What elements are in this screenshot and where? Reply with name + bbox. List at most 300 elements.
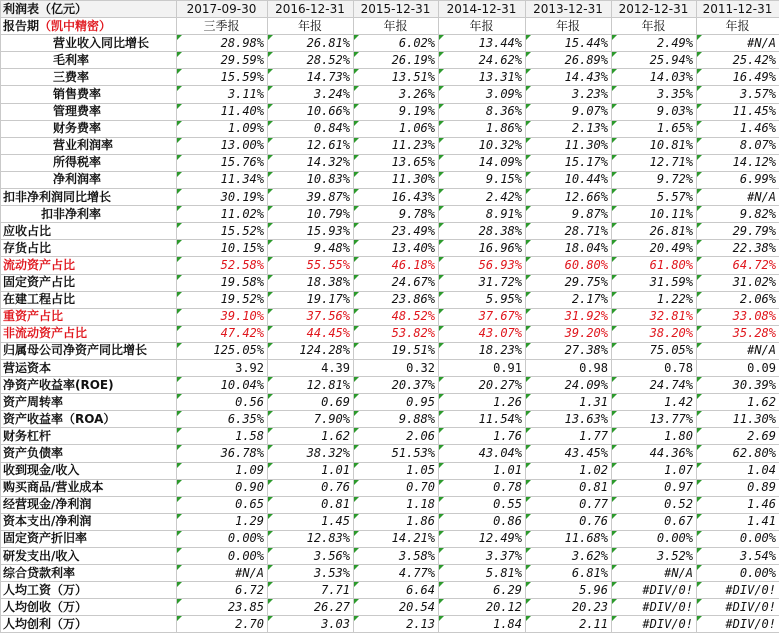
value-cell[interactable]: 1.26	[439, 394, 526, 411]
value-cell[interactable]: 30.19%	[177, 189, 268, 206]
value-cell[interactable]: 0.90	[177, 479, 268, 496]
value-cell[interactable]: 0.77	[526, 496, 612, 513]
value-cell[interactable]: 56.93%	[439, 257, 526, 274]
value-cell[interactable]: 39.20%	[526, 325, 612, 342]
date-header-cell[interactable]: 2012-12-31	[612, 1, 697, 18]
value-cell[interactable]: 15.17%	[526, 154, 612, 171]
value-cell[interactable]: 2.42%	[439, 189, 526, 206]
value-cell[interactable]: 13.31%	[439, 69, 526, 86]
row-label-cell[interactable]: 非流动资产占比	[1, 325, 177, 342]
value-cell[interactable]: 43.07%	[439, 325, 526, 342]
row-label-cell[interactable]: 存货占比	[1, 240, 177, 257]
value-cell[interactable]: 9.48%	[268, 240, 354, 257]
value-cell[interactable]: 0.00%	[697, 565, 779, 582]
value-cell[interactable]: 18.38%	[268, 274, 354, 291]
value-cell[interactable]: 24.09%	[526, 377, 612, 394]
value-cell[interactable]: 14.09%	[439, 154, 526, 171]
value-cell[interactable]: 0.67	[612, 513, 697, 530]
value-cell[interactable]: 9.07%	[526, 103, 612, 120]
value-cell[interactable]: 23.49%	[354, 223, 439, 240]
value-cell[interactable]: 51.53%	[354, 445, 439, 462]
value-cell[interactable]: 3.26%	[354, 86, 439, 103]
row-label-cell[interactable]: 净利润率	[1, 171, 177, 188]
value-cell[interactable]: 28.71%	[526, 223, 612, 240]
value-cell[interactable]: 1.18	[354, 496, 439, 513]
value-cell[interactable]: 6.29	[439, 582, 526, 599]
value-cell[interactable]: 3.09%	[439, 86, 526, 103]
value-cell[interactable]: 38.20%	[612, 325, 697, 342]
report-type-cell[interactable]: 年报	[354, 18, 439, 35]
value-cell[interactable]: 10.32%	[439, 137, 526, 154]
value-cell[interactable]: 13.00%	[177, 137, 268, 154]
value-cell[interactable]: 0.95	[354, 394, 439, 411]
value-cell[interactable]: 6.99%	[697, 171, 779, 188]
value-cell[interactable]: 1.46	[697, 496, 779, 513]
value-cell[interactable]: 24.74%	[612, 377, 697, 394]
value-cell[interactable]: 2.69	[697, 428, 779, 445]
value-cell[interactable]: 26.81%	[612, 223, 697, 240]
value-cell[interactable]: 1.86	[354, 513, 439, 530]
value-cell[interactable]: 1.07	[612, 462, 697, 479]
value-cell[interactable]: 19.51%	[354, 342, 439, 359]
value-cell[interactable]: 1.22%	[612, 291, 697, 308]
value-cell[interactable]: 75.05%	[612, 342, 697, 359]
value-cell[interactable]: 11.23%	[354, 137, 439, 154]
value-cell[interactable]: 1.01	[439, 462, 526, 479]
value-cell[interactable]: 2.13	[354, 616, 439, 633]
table-row	[1, 69, 779, 86]
value-cell[interactable]: 0.84%	[268, 120, 354, 137]
value-cell[interactable]: 12.83%	[268, 530, 354, 547]
value-cell[interactable]: 10.15%	[177, 240, 268, 257]
date-header-cell[interactable]: 2017-09-30	[177, 1, 268, 18]
value-cell[interactable]: #DIV/0!	[612, 582, 697, 599]
table-row	[1, 548, 779, 565]
value-cell[interactable]: 10.04%	[177, 377, 268, 394]
row-label-cell[interactable]: 研发支出/收入	[1, 548, 177, 565]
value-cell[interactable]: 9.78%	[354, 206, 439, 223]
value-cell[interactable]: 55.55%	[268, 257, 354, 274]
value-cell[interactable]: 2.13%	[526, 120, 612, 137]
value-cell[interactable]: 20.27%	[439, 377, 526, 394]
value-cell[interactable]: 9.19%	[354, 103, 439, 120]
value-cell[interactable]: 10.79%	[268, 206, 354, 223]
value-cell[interactable]: 9.15%	[439, 171, 526, 188]
value-cell[interactable]: 9.82%	[697, 206, 779, 223]
value-cell[interactable]: 14.43%	[526, 69, 612, 86]
value-cell[interactable]: 18.04%	[526, 240, 612, 257]
value-cell[interactable]: 33.08%	[697, 308, 779, 325]
value-cell[interactable]: 47.42%	[177, 325, 268, 342]
value-cell[interactable]: 23.85	[177, 599, 268, 616]
row-label-cell[interactable]: 经营现金/净利润	[1, 496, 177, 513]
value-cell[interactable]: 44.45%	[268, 325, 354, 342]
row-label-cell[interactable]: 资产周转率	[1, 394, 177, 411]
value-cell[interactable]: 1.62	[697, 394, 779, 411]
value-cell[interactable]: 20.54	[354, 599, 439, 616]
value-cell[interactable]: 37.67%	[439, 308, 526, 325]
value-cell[interactable]: 0.00%	[697, 530, 779, 547]
value-cell[interactable]: 0.97	[612, 479, 697, 496]
report-type-cell[interactable]: 年报	[526, 18, 612, 35]
row-label-cell[interactable]: 归属母公司净资产同比增长	[1, 342, 177, 359]
value-cell[interactable]: 3.62%	[526, 548, 612, 565]
row-label-cell[interactable]: 资产收益率（ROA）	[1, 411, 177, 428]
value-cell[interactable]: 26.27	[268, 599, 354, 616]
value-cell[interactable]: 16.43%	[354, 189, 439, 206]
row-label-cell[interactable]: 管理费率	[1, 103, 177, 120]
report-period-cell[interactable]	[1, 18, 177, 35]
value-cell[interactable]: 31.72%	[439, 274, 526, 291]
value-cell[interactable]: 26.19%	[354, 52, 439, 69]
value-cell[interactable]: 0.78	[612, 359, 697, 376]
value-cell[interactable]: 0.00%	[177, 548, 268, 565]
row-label-cell[interactable]: 购买商品/营业成本	[1, 479, 177, 496]
value-cell[interactable]: #N/A	[697, 342, 779, 359]
row-label-cell[interactable]: 在建工程占比	[1, 291, 177, 308]
value-cell[interactable]: 1.31	[526, 394, 612, 411]
value-cell[interactable]: 28.52%	[268, 52, 354, 69]
value-cell[interactable]: 46.18%	[354, 257, 439, 274]
value-cell[interactable]: 19.58%	[177, 274, 268, 291]
row-label-cell[interactable]: 应收占比	[1, 223, 177, 240]
value-cell[interactable]: 0.52	[612, 496, 697, 513]
value-cell[interactable]: 0.00%	[177, 530, 268, 547]
value-cell[interactable]: #N/A	[177, 565, 268, 582]
value-cell[interactable]: 0.81	[526, 479, 612, 496]
value-cell[interactable]: 0.86	[439, 513, 526, 530]
value-cell[interactable]: 11.30%	[526, 137, 612, 154]
value-cell[interactable]: 2.06	[354, 428, 439, 445]
value-cell[interactable]: #DIV/0!	[697, 616, 779, 633]
row-label-cell[interactable]: 营运资本	[1, 359, 177, 376]
value-cell[interactable]: #DIV/0!	[697, 582, 779, 599]
table-row	[1, 445, 779, 462]
value-cell[interactable]: 1.46%	[697, 120, 779, 137]
value-cell[interactable]: 11.68%	[526, 530, 612, 547]
value-cell[interactable]: 32.81%	[612, 308, 697, 325]
value-cell[interactable]: 0.70	[354, 479, 439, 496]
value-cell[interactable]: 8.91%	[439, 206, 526, 223]
value-cell[interactable]: 39.87%	[268, 189, 354, 206]
value-cell[interactable]: 48.52%	[354, 308, 439, 325]
value-cell[interactable]: 2.06%	[697, 291, 779, 308]
value-cell[interactable]: 31.02%	[697, 274, 779, 291]
value-cell[interactable]: 14.03%	[612, 69, 697, 86]
row-label-cell[interactable]: 综合贷款利率	[1, 565, 177, 582]
value-cell[interactable]: 1.76	[439, 428, 526, 445]
value-cell[interactable]: 43.45%	[526, 445, 612, 462]
row-label-cell[interactable]: 扣非净利润同比增长	[1, 189, 177, 206]
value-cell[interactable]: 3.58%	[354, 548, 439, 565]
value-cell[interactable]: 0.76	[268, 479, 354, 496]
value-cell[interactable]: 15.44%	[526, 35, 612, 52]
value-cell[interactable]: 12.61%	[268, 137, 354, 154]
row-label-cell[interactable]: 固定资产折旧率	[1, 530, 177, 547]
value-cell[interactable]: 13.44%	[439, 35, 526, 52]
value-cell[interactable]: 0.78	[439, 479, 526, 496]
value-cell[interactable]: 6.81%	[526, 565, 612, 582]
value-cell[interactable]: 3.11%	[177, 86, 268, 103]
value-cell[interactable]: 0.98	[526, 359, 612, 376]
row-label-cell[interactable]: 销售费率	[1, 86, 177, 103]
value-cell[interactable]: 60.80%	[526, 257, 612, 274]
value-cell[interactable]: 12.81%	[268, 377, 354, 394]
row-label-cell[interactable]: 财务杠杆	[1, 428, 177, 445]
value-cell[interactable]: 1.04	[697, 462, 779, 479]
value-cell[interactable]: 26.89%	[526, 52, 612, 69]
value-cell[interactable]: 43.04%	[439, 445, 526, 462]
row-label-cell[interactable]: 重资产占比	[1, 308, 177, 325]
value-cell[interactable]: 12.71%	[612, 154, 697, 171]
value-cell[interactable]: 6.64	[354, 582, 439, 599]
value-cell[interactable]: 38.32%	[268, 445, 354, 462]
report-type-cell[interactable]: 三季报	[177, 18, 268, 35]
value-cell[interactable]: 19.52%	[177, 291, 268, 308]
value-cell[interactable]: 24.67%	[354, 274, 439, 291]
value-cell[interactable]: 1.42	[612, 394, 697, 411]
value-cell[interactable]: #N/A	[697, 35, 779, 52]
row-label-cell[interactable]: 人均创利（万）	[1, 616, 177, 633]
value-cell[interactable]: 28.98%	[177, 35, 268, 52]
value-cell[interactable]: 20.12	[439, 599, 526, 616]
report-type-cell[interactable]: 年报	[439, 18, 526, 35]
value-cell[interactable]: 1.02	[526, 462, 612, 479]
value-cell[interactable]: 29.79%	[697, 223, 779, 240]
value-cell[interactable]: 0.69	[268, 394, 354, 411]
value-cell[interactable]: 3.53%	[268, 565, 354, 582]
value-cell[interactable]: 10.83%	[268, 171, 354, 188]
value-cell[interactable]: 0.56	[177, 394, 268, 411]
row-label-cell[interactable]: 人均工资（万）	[1, 582, 177, 599]
value-cell[interactable]: 5.96	[526, 582, 612, 599]
value-cell[interactable]: 53.82%	[354, 325, 439, 342]
row-label-cell[interactable]: 三费率	[1, 69, 177, 86]
value-cell[interactable]: 3.52%	[612, 548, 697, 565]
value-cell[interactable]: 1.09	[177, 462, 268, 479]
value-cell[interactable]: #DIV/0!	[612, 599, 697, 616]
value-cell[interactable]: 28.38%	[439, 223, 526, 240]
value-cell[interactable]: 22.38%	[697, 240, 779, 257]
row-label-cell[interactable]: 毛利率	[1, 52, 177, 69]
value-cell[interactable]: 37.56%	[268, 308, 354, 325]
value-cell[interactable]: 0.65	[177, 496, 268, 513]
value-cell[interactable]: 14.12%	[697, 154, 779, 171]
value-cell[interactable]: 124.28%	[268, 342, 354, 359]
value-cell[interactable]: 26.81%	[268, 35, 354, 52]
value-cell[interactable]: 30.39%	[697, 377, 779, 394]
value-cell[interactable]: 64.72%	[697, 257, 779, 274]
value-cell[interactable]: 0.09	[697, 359, 779, 376]
value-cell[interactable]: 11.54%	[439, 411, 526, 428]
value-cell[interactable]: 5.81%	[439, 565, 526, 582]
value-cell[interactable]: 13.40%	[354, 240, 439, 257]
value-cell[interactable]: 1.05	[354, 462, 439, 479]
row-label-cell[interactable]: 财务费率	[1, 120, 177, 137]
value-cell[interactable]: 5.95%	[439, 291, 526, 308]
value-cell[interactable]: 0.91	[439, 359, 526, 376]
value-cell[interactable]: 0.81	[268, 496, 354, 513]
value-cell[interactable]: 29.59%	[177, 52, 268, 69]
date-header-cell[interactable]: 2013-12-31	[526, 1, 612, 18]
value-cell[interactable]: 16.96%	[439, 240, 526, 257]
value-cell[interactable]: 11.02%	[177, 206, 268, 223]
value-cell[interactable]: 7.90%	[268, 411, 354, 428]
value-cell[interactable]: 15.59%	[177, 69, 268, 86]
report-type-cell[interactable]: 年报	[612, 18, 697, 35]
date-header-cell[interactable]: 2015-12-31	[354, 1, 439, 18]
value-cell[interactable]: 11.30%	[697, 411, 779, 428]
value-cell[interactable]: 31.59%	[612, 274, 697, 291]
value-cell[interactable]: 12.49%	[439, 530, 526, 547]
value-cell[interactable]: 1.29	[177, 513, 268, 530]
value-cell[interactable]: 14.32%	[268, 154, 354, 171]
value-cell[interactable]: 6.02%	[354, 35, 439, 52]
value-cell[interactable]: 23.86%	[354, 291, 439, 308]
value-cell[interactable]: 1.80	[612, 428, 697, 445]
value-cell[interactable]: #N/A	[697, 189, 779, 206]
value-cell[interactable]: 0.55	[439, 496, 526, 513]
row-label-cell[interactable]: 固定资产占比	[1, 274, 177, 291]
value-cell[interactable]: 39.10%	[177, 308, 268, 325]
value-cell[interactable]: 9.88%	[354, 411, 439, 428]
value-cell[interactable]: 1.84	[439, 616, 526, 633]
date-header-cell[interactable]: 2014-12-31	[439, 1, 526, 18]
value-cell[interactable]: 3.57%	[697, 86, 779, 103]
value-cell[interactable]: 31.92%	[526, 308, 612, 325]
value-cell[interactable]: 25.42%	[697, 52, 779, 69]
value-cell[interactable]: 15.93%	[268, 223, 354, 240]
value-cell[interactable]: 3.37%	[439, 548, 526, 565]
value-cell[interactable]: #DIV/0!	[612, 616, 697, 633]
table-row	[1, 308, 779, 325]
value-cell[interactable]: 10.11%	[612, 206, 697, 223]
value-cell[interactable]: 1.58	[177, 428, 268, 445]
value-cell[interactable]: 0.00%	[612, 530, 697, 547]
value-cell[interactable]: 0.32	[354, 359, 439, 376]
value-cell[interactable]: 18.23%	[439, 342, 526, 359]
value-cell[interactable]: 19.17%	[268, 291, 354, 308]
value-cell[interactable]: #DIV/0!	[697, 599, 779, 616]
value-cell[interactable]: 6.35%	[177, 411, 268, 428]
value-cell[interactable]: 36.78%	[177, 445, 268, 462]
value-cell[interactable]: 13.63%	[526, 411, 612, 428]
row-label-cell[interactable]: 扣非净利率	[1, 206, 177, 223]
value-cell[interactable]: 20.49%	[612, 240, 697, 257]
value-cell[interactable]: 10.66%	[268, 103, 354, 120]
value-cell[interactable]: #N/A	[612, 565, 697, 582]
value-cell[interactable]: 10.44%	[526, 171, 612, 188]
value-cell[interactable]: 1.09%	[177, 120, 268, 137]
value-cell[interactable]: 11.40%	[177, 103, 268, 120]
value-cell[interactable]: 0.89	[697, 479, 779, 496]
value-cell[interactable]: 1.65%	[612, 120, 697, 137]
value-cell[interactable]: 6.72	[177, 582, 268, 599]
value-cell[interactable]: 3.92	[177, 359, 268, 376]
value-cell[interactable]: 3.24%	[268, 86, 354, 103]
value-cell[interactable]: 15.76%	[177, 154, 268, 171]
value-cell[interactable]: 9.87%	[526, 206, 612, 223]
value-cell[interactable]: 2.49%	[612, 35, 697, 52]
row-label-cell[interactable]: 资产负债率	[1, 445, 177, 462]
value-cell[interactable]: 1.01	[268, 462, 354, 479]
row-label-cell[interactable]: 资本支出/净利润	[1, 513, 177, 530]
value-cell[interactable]: 3.56%	[268, 548, 354, 565]
value-cell[interactable]: 2.17%	[526, 291, 612, 308]
value-cell[interactable]: 13.77%	[612, 411, 697, 428]
value-cell[interactable]: 0.76	[526, 513, 612, 530]
value-cell[interactable]: 2.11	[526, 616, 612, 633]
date-header-cell[interactable]: 2016-12-31	[268, 1, 354, 18]
value-cell[interactable]: 1.86%	[439, 120, 526, 137]
value-cell[interactable]: 10.81%	[612, 137, 697, 154]
value-cell[interactable]: 125.05%	[177, 342, 268, 359]
value-cell[interactable]: 8.36%	[439, 103, 526, 120]
value-cell[interactable]: 25.94%	[612, 52, 697, 69]
value-cell[interactable]: 3.23%	[526, 86, 612, 103]
row-label-cell[interactable]: 营业收入同比增长	[1, 35, 177, 52]
value-cell[interactable]: 12.66%	[526, 189, 612, 206]
value-cell[interactable]: 24.62%	[439, 52, 526, 69]
report-type-cell[interactable]: 年报	[697, 18, 779, 35]
value-cell[interactable]: 44.36%	[612, 445, 697, 462]
value-cell[interactable]: 11.34%	[177, 171, 268, 188]
value-cell[interactable]: 13.65%	[354, 154, 439, 171]
value-cell[interactable]: 1.45	[268, 513, 354, 530]
value-cell[interactable]: 1.62	[268, 428, 354, 445]
value-cell[interactable]: 16.49%	[697, 69, 779, 86]
row-label-cell[interactable]: 流动资产占比	[1, 257, 177, 274]
value-cell[interactable]: 14.73%	[268, 69, 354, 86]
row-label-cell[interactable]: 人均创收（万）	[1, 599, 177, 616]
value-cell[interactable]: 1.06%	[354, 120, 439, 137]
value-cell[interactable]: 7.71	[268, 582, 354, 599]
value-cell[interactable]: 2.70	[177, 616, 268, 633]
value-cell[interactable]: 8.07%	[697, 137, 779, 154]
value-cell[interactable]: 1.41	[697, 513, 779, 530]
value-cell[interactable]: 11.30%	[354, 171, 439, 188]
value-cell[interactable]: 61.80%	[612, 257, 697, 274]
row-label-cell[interactable]: 营业利润率	[1, 137, 177, 154]
value-cell[interactable]: 11.45%	[697, 103, 779, 120]
value-cell[interactable]: 4.39	[268, 359, 354, 376]
report-type-cell[interactable]: 年报	[268, 18, 354, 35]
value-cell[interactable]: 20.37%	[354, 377, 439, 394]
value-cell[interactable]: 15.52%	[177, 223, 268, 240]
value-cell[interactable]: 9.03%	[612, 103, 697, 120]
value-cell[interactable]: 52.58%	[177, 257, 268, 274]
value-cell[interactable]: 3.03	[268, 616, 354, 633]
value-cell[interactable]: 3.35%	[612, 86, 697, 103]
value-cell[interactable]: 3.54%	[697, 548, 779, 565]
value-cell[interactable]: 5.57%	[612, 189, 697, 206]
value-cell[interactable]: 1.77	[526, 428, 612, 445]
row-label-cell[interactable]: 净资产收益率(ROE)	[1, 377, 177, 394]
value-cell[interactable]: 4.77%	[354, 565, 439, 582]
value-cell[interactable]: 27.38%	[526, 342, 612, 359]
value-cell[interactable]: 9.72%	[612, 171, 697, 188]
value-cell[interactable]: 35.28%	[697, 325, 779, 342]
value-cell[interactable]: 13.51%	[354, 69, 439, 86]
sheet-title-cell[interactable]: 利润表（亿元）	[1, 1, 177, 18]
row-label-cell[interactable]: 所得税率	[1, 154, 177, 171]
value-cell[interactable]: 20.23	[526, 599, 612, 616]
date-header-cell[interactable]: 2011-12-31	[697, 1, 779, 18]
value-cell[interactable]: 29.75%	[526, 274, 612, 291]
row-label-cell[interactable]: 收到现金/收入	[1, 462, 177, 479]
value-cell[interactable]: 14.21%	[354, 530, 439, 547]
value-cell[interactable]: 62.80%	[697, 445, 779, 462]
